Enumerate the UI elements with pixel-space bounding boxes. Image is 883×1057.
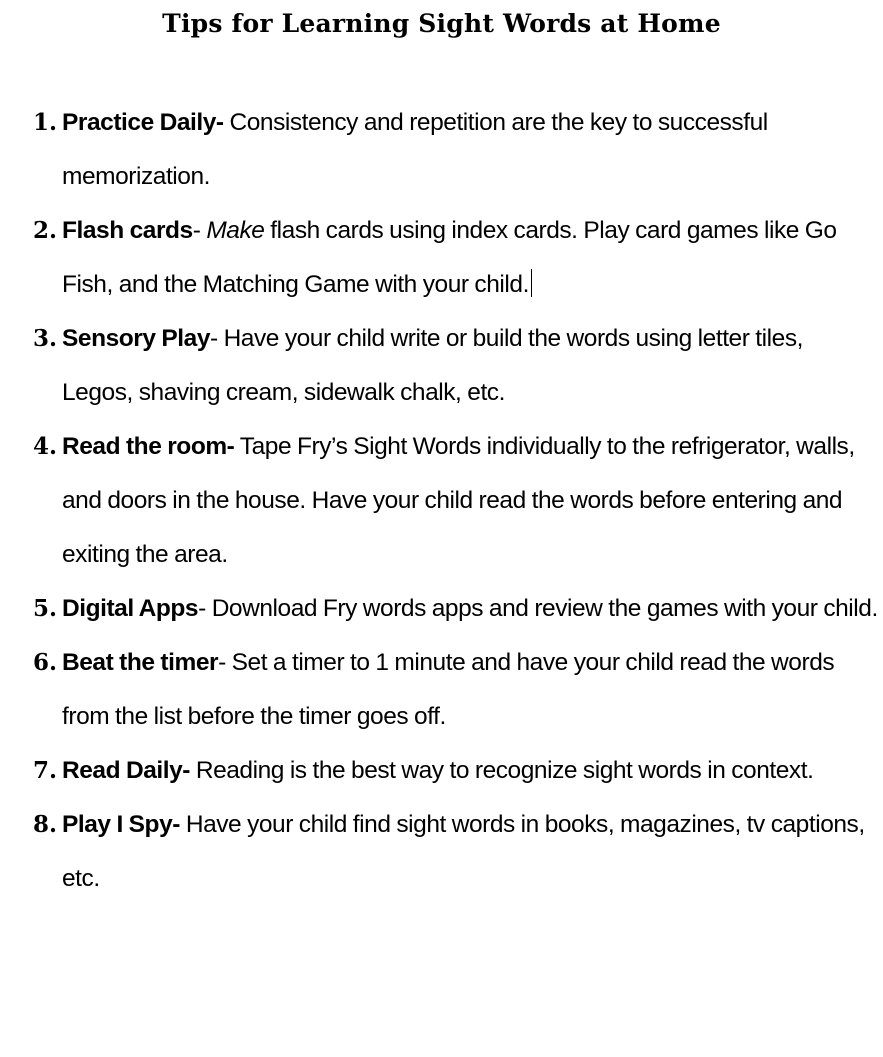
text-cursor xyxy=(531,269,532,297)
tip-number: 5. xyxy=(33,595,58,622)
tip-emphasis: Make xyxy=(206,217,265,244)
tip-text: - Have your child write or build the words using letter tiles, Legos, shaving cream, sidewalk chalk, etc. xyxy=(62,325,803,406)
document-title: Tips for Learning Sight Words at Home xyxy=(162,9,721,38)
tip-text: Have your child find sight words in books, magazines, tv captions, etc. xyxy=(62,811,865,892)
tip-text: Reading is the best way to recognize sight words in context. xyxy=(189,757,814,784)
tip-heading: Read the room- xyxy=(62,433,235,460)
tip-item-7 xyxy=(33,744,878,798)
tip-number: 4. xyxy=(33,433,58,460)
tip-number: 7. xyxy=(33,757,58,784)
tip-item-8 xyxy=(33,798,878,906)
tip-number: 2. xyxy=(33,217,58,244)
tip-text: - Download Fry words apps and review the games with your child. xyxy=(198,595,878,622)
tip-item-1 xyxy=(33,96,878,204)
tip-heading: Flash cards xyxy=(62,217,193,244)
tip-text: Consistency and repetition are the key to successful memorization. xyxy=(62,109,768,190)
tip-item-3 xyxy=(33,312,878,420)
tip-heading: Beat the timer xyxy=(62,649,219,676)
tip-heading: Read Daily- xyxy=(62,757,190,784)
tip-heading: Digital Apps xyxy=(62,595,199,622)
tip-item-6 xyxy=(33,636,878,744)
tip-text: - Set a timer to 1 minute and have your child read the words from the list before the timer goes off. xyxy=(62,649,835,730)
tip-number: 8. xyxy=(33,811,58,838)
tip-item-5 xyxy=(33,582,878,636)
tip-item-2 xyxy=(33,204,878,312)
tip-item-4 xyxy=(33,420,878,582)
tip-text: flash cards using index cards. Play card games like Go Fish, and the Matching Game with your child. xyxy=(62,217,837,298)
tip-separator: - xyxy=(192,217,207,244)
tip-text: Tape Fry’s Sight Words individually to the refrigerator, walls, and doors in the house. Have your child read the words before entering and exiting the area. xyxy=(62,433,855,568)
tip-heading: Play I Spy- xyxy=(62,811,180,838)
tip-number: 1. xyxy=(33,109,58,136)
tip-heading: Sensory Play xyxy=(62,325,210,352)
tips-list xyxy=(33,96,878,906)
tip-heading: Practice Daily- xyxy=(62,109,224,136)
tip-number: 6. xyxy=(33,649,58,676)
tip-number: 3. xyxy=(33,325,58,352)
